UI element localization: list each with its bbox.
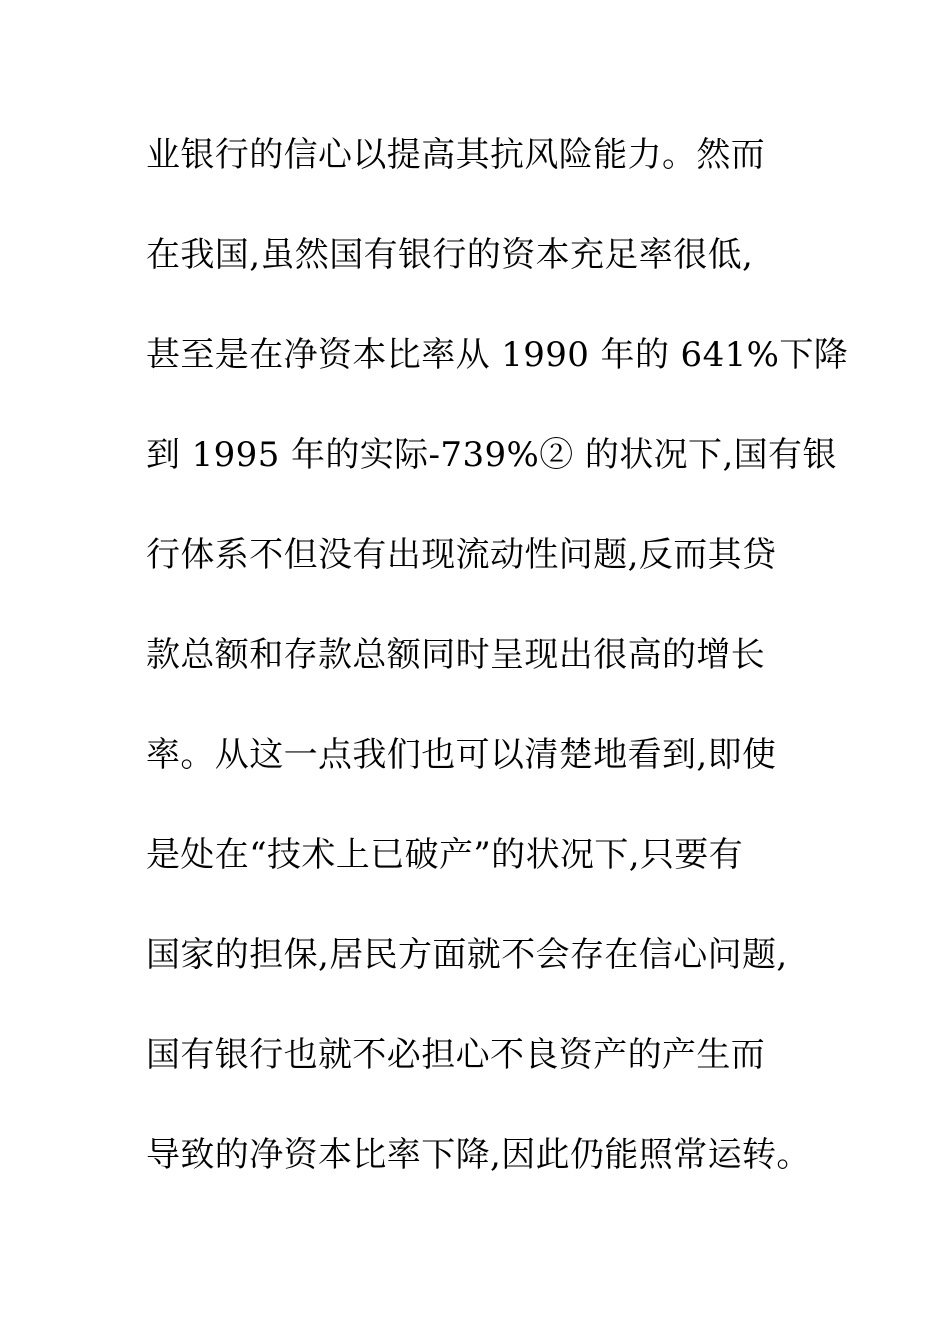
- text-line-7: 率。从这一点我们也可以清楚地看到,即使: [146, 735, 777, 775]
- text-line-2: 在我国,虽然国有银行的资本充足率很低,: [146, 235, 754, 275]
- text-line-3: 甚至是在净资本比率从 1990 年的 641%下降: [146, 335, 849, 375]
- body-text: [146, 127, 849, 1227]
- text-line-11: 导致的净资本比率下降,因此仍能照常运转。: [146, 1135, 811, 1175]
- text-line-9: 国家的担保,居民方面就不会存在信心问题,: [146, 935, 788, 975]
- text-line-5: 行体系不但没有出现流动性问题,反而其贷: [146, 535, 777, 575]
- text-line-4: 到 1995 年的实际-739%② 的状况下,国有银: [146, 435, 837, 475]
- text-line-8: 是处在“技术上已破产”的状况下,只要有: [146, 835, 744, 875]
- text-line-10: 国有银行也就不必担心不良资产的产生而: [146, 1035, 766, 1075]
- text-line-6: 款总额和存款总额同时呈现出很高的增长: [146, 635, 766, 675]
- text-line-1: 业银行的信心以提高其抗风险能力。然而: [146, 135, 766, 175]
